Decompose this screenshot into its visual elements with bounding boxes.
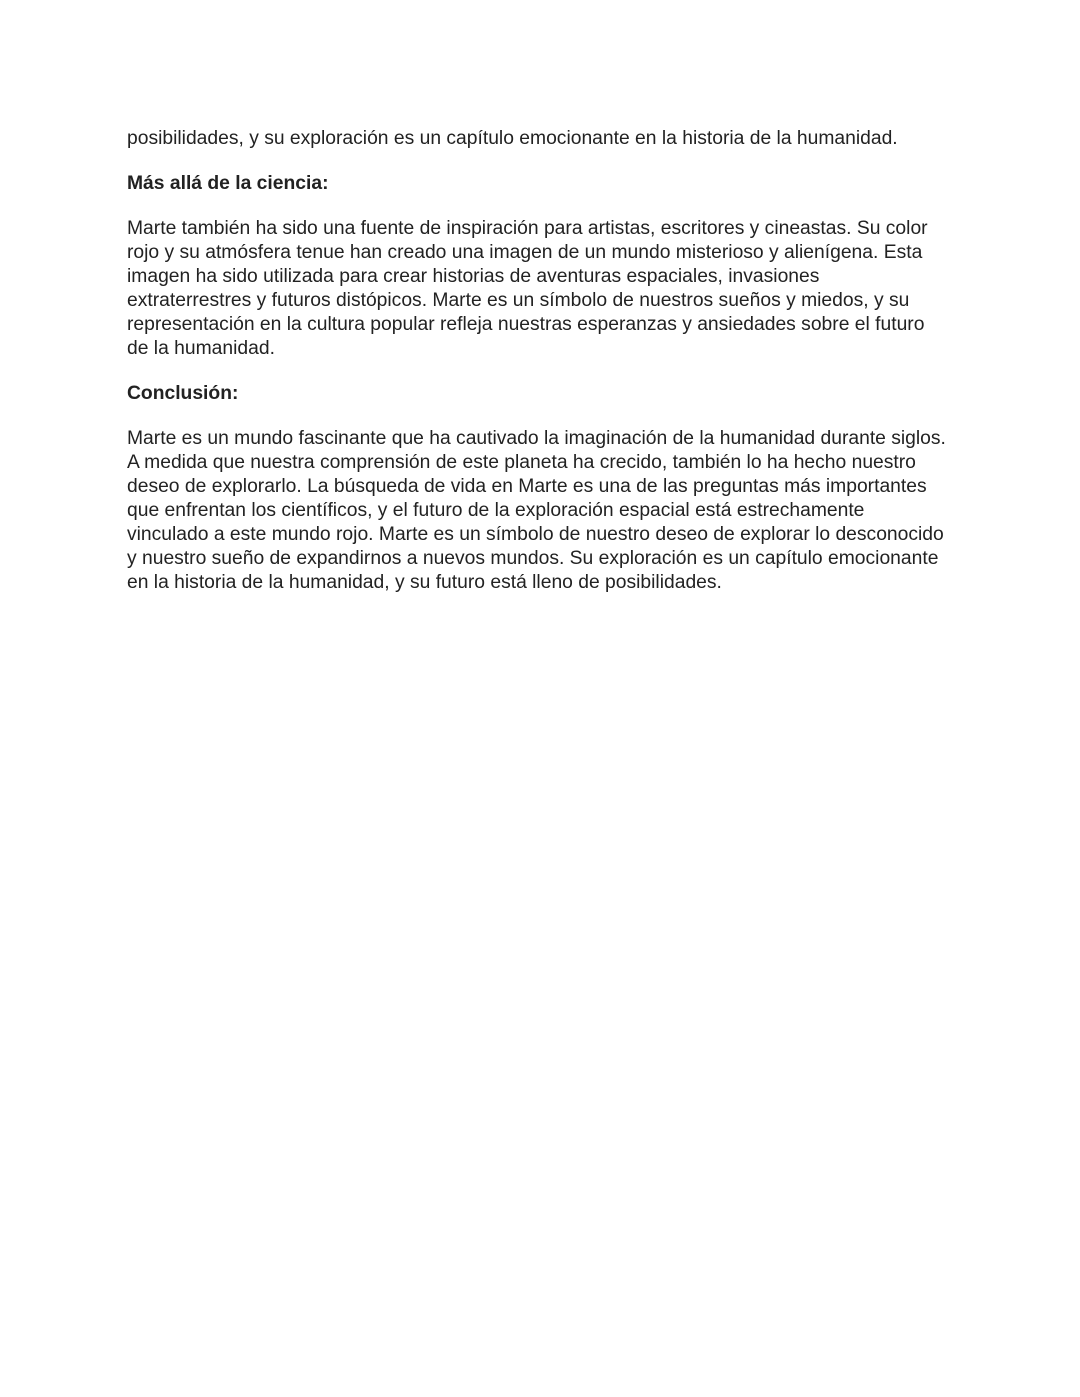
- paragraph-line: deseo de explorarlo. La búsqueda de vida en Marte es una de las preguntas más importantes: [127, 476, 927, 497]
- paragraph-line: en la historia de la humanidad, y su futuro está lleno de posibilidades.: [127, 572, 722, 593]
- section-heading-beyond-science: Más allá de la ciencia:: [127, 173, 329, 194]
- paragraph-line: Marte es un mundo fascinante que ha cautivado la imaginación de la humanidad durante siglos.: [127, 428, 946, 449]
- beyond-science-paragraph: [127, 217, 957, 361]
- section-heading-conclusion: Conclusión:: [127, 383, 239, 404]
- document-body: [127, 127, 957, 616]
- paragraph-line: de la humanidad.: [127, 338, 275, 359]
- paragraph-line: extraterrestres y futuros distópicos. Marte es un símbolo de nuestros sueños y miedos, y su: [127, 290, 910, 311]
- paragraph-line: imagen ha sido utilizada para crear historias de aventuras espaciales, invasiones: [127, 266, 820, 287]
- paragraph-line: representación en la cultura popular refleja nuestras esperanzas y ansiedades sobre el futuro: [127, 314, 925, 335]
- paragraph-line: rojo y su atmósfera tenue han creado una imagen de un mundo misterioso y alienígena. Esta: [127, 242, 923, 263]
- paragraph-line: vinculado a este mundo rojo. Marte es un símbolo de nuestro deseo de explorar lo desconocido: [127, 524, 944, 545]
- paragraph-line: y nuestro sueño de expandirnos a nuevos mundos. Su exploración es un capítulo emocionante: [127, 548, 939, 569]
- continuation-paragraph: [127, 127, 957, 151]
- paragraph-line: Marte también ha sido una fuente de inspiración para artistas, escritores y cineastas. Su color: [127, 218, 928, 239]
- paragraph-line: que enfrentan los científicos, y el futuro de la exploración espacial está estrechamente: [127, 500, 865, 521]
- paragraph-line: posibilidades, y su exploración es un capítulo emocionante en la historia de la humanidad.: [127, 128, 898, 149]
- conclusion-paragraph: [127, 427, 957, 595]
- paragraph-line: A medida que nuestra comprensión de este planeta ha crecido, también lo ha hecho nuestro: [127, 452, 916, 473]
